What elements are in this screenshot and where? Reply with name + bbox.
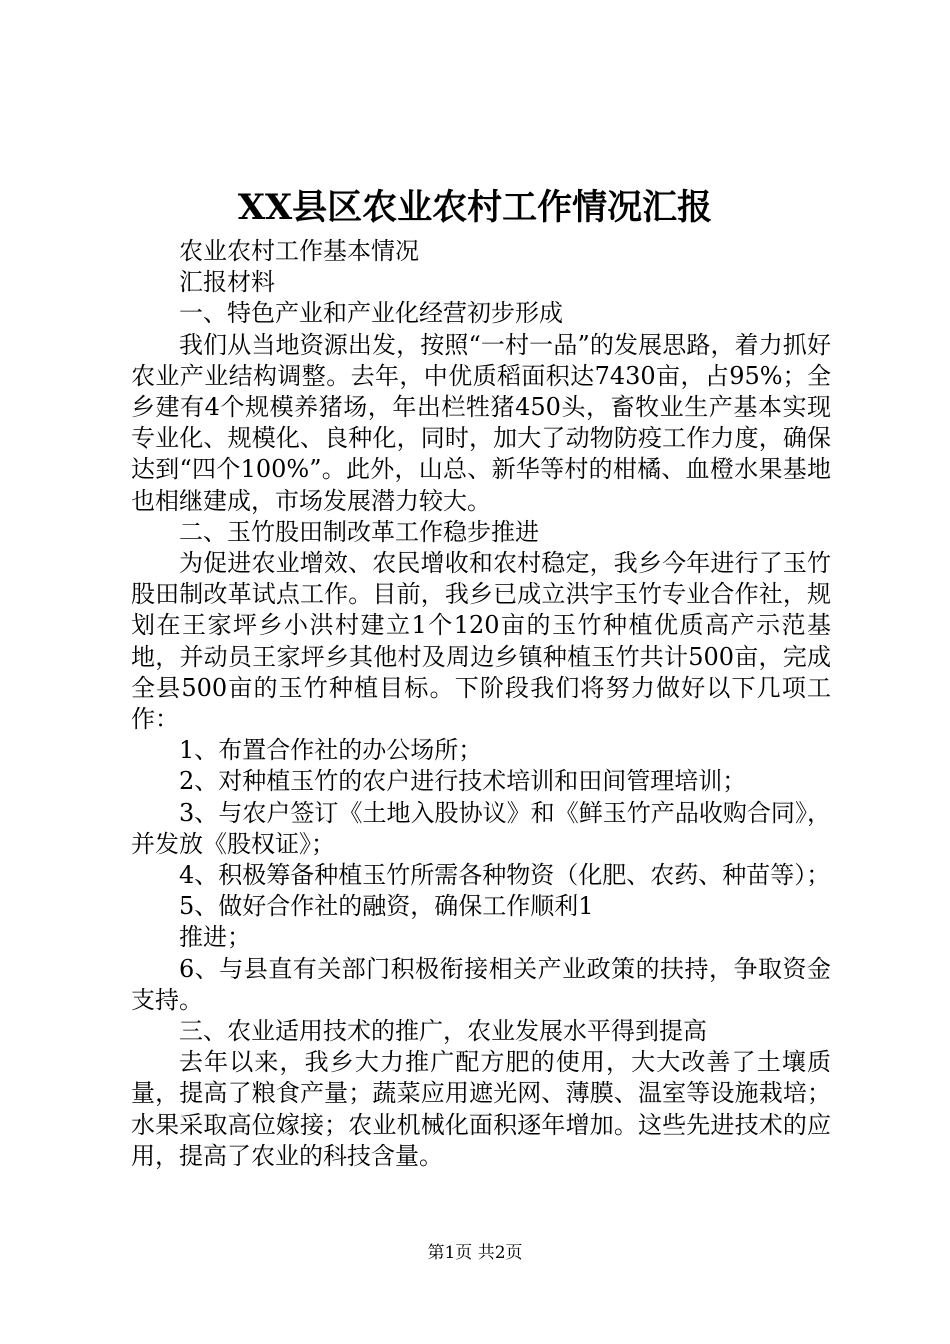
paragraph: 汇报材料 [179, 268, 275, 297]
paragraph: 为促进农业增效、农民增收和农村稳定，我乡今年进行了玉竹股田制改革试点工作。目前，我乡已成立洪宇玉竹专业合作社，规划在王家坪乡小洪村建立1个120亩的玉竹种植优质高产示范基地，并动员王家坪乡其他村及周边乡镇种植玉竹共计500亩，完成全县500亩的玉竹种植目标。下阶段我们将努力做好以下几项工作： [131, 549, 831, 734]
section-heading: 一、特色产业和产业化经营初步形成 [179, 299, 563, 328]
paragraph: 推进； [179, 923, 251, 952]
list-item: 3、与农户签订《土地入股协议》和《鲜玉竹产品收购合同》，并发放《股权证》； [131, 798, 831, 858]
page-footer: 第1页 共2页 [427, 1243, 523, 1263]
list-item: 1、布置合作社的办公场所； [179, 736, 483, 765]
list-item: 6、与县直有关部门积极衔接相关产业政策的扶持，争取资金支持。 [131, 954, 831, 1014]
paragraph: 去年以来，我乡大力推广配方肥的使用，大大改善了土壤质量，提高了粮食产量；蔬菜应用遮光网、薄膜、温室等设施栽培；水果采取高位嫁接；农业机械化面积逐年增加。这些先进技术的应用，提高了农业的科技含量。 [131, 1048, 831, 1170]
list-item: 5、做好合作社的融资，确保工作顺利1 [179, 892, 594, 921]
paragraph: 我们从当地资源出发，按照“一村一品”的发展思路，着力抓好农业产业结构调整。去年，中优质稻面积达7430亩，占95%；全乡建有4个规模养猪场，年出栏牲猪450头，畜牧业生产基本实现专业化、规模化、良种化，同时，加大了动物防疫工作力度，确保达到“四个100%”。此外，山总、新华等村的柑橘、血橙水果基地也相继建成，市场发展潜力较大。 [131, 330, 831, 515]
paragraph: 农业农村工作基本情况 [179, 237, 419, 265]
document-body [131, 236, 831, 1172]
list-item: 4、积极筹备种植玉竹所需各种物资（化肥、农药、种苗等）； [179, 861, 831, 890]
document-title: XX县区农业农村工作情况汇报 [237, 187, 713, 228]
section-heading: 二、玉竹股田制改革工作稳步推进 [179, 517, 539, 546]
list-item: 2、对种植玉竹的农户进行技术培训和田间管理培训； [179, 767, 747, 796]
section-heading: 三、农业适用技术的推广，农业发展水平得到提高 [179, 1017, 707, 1046]
